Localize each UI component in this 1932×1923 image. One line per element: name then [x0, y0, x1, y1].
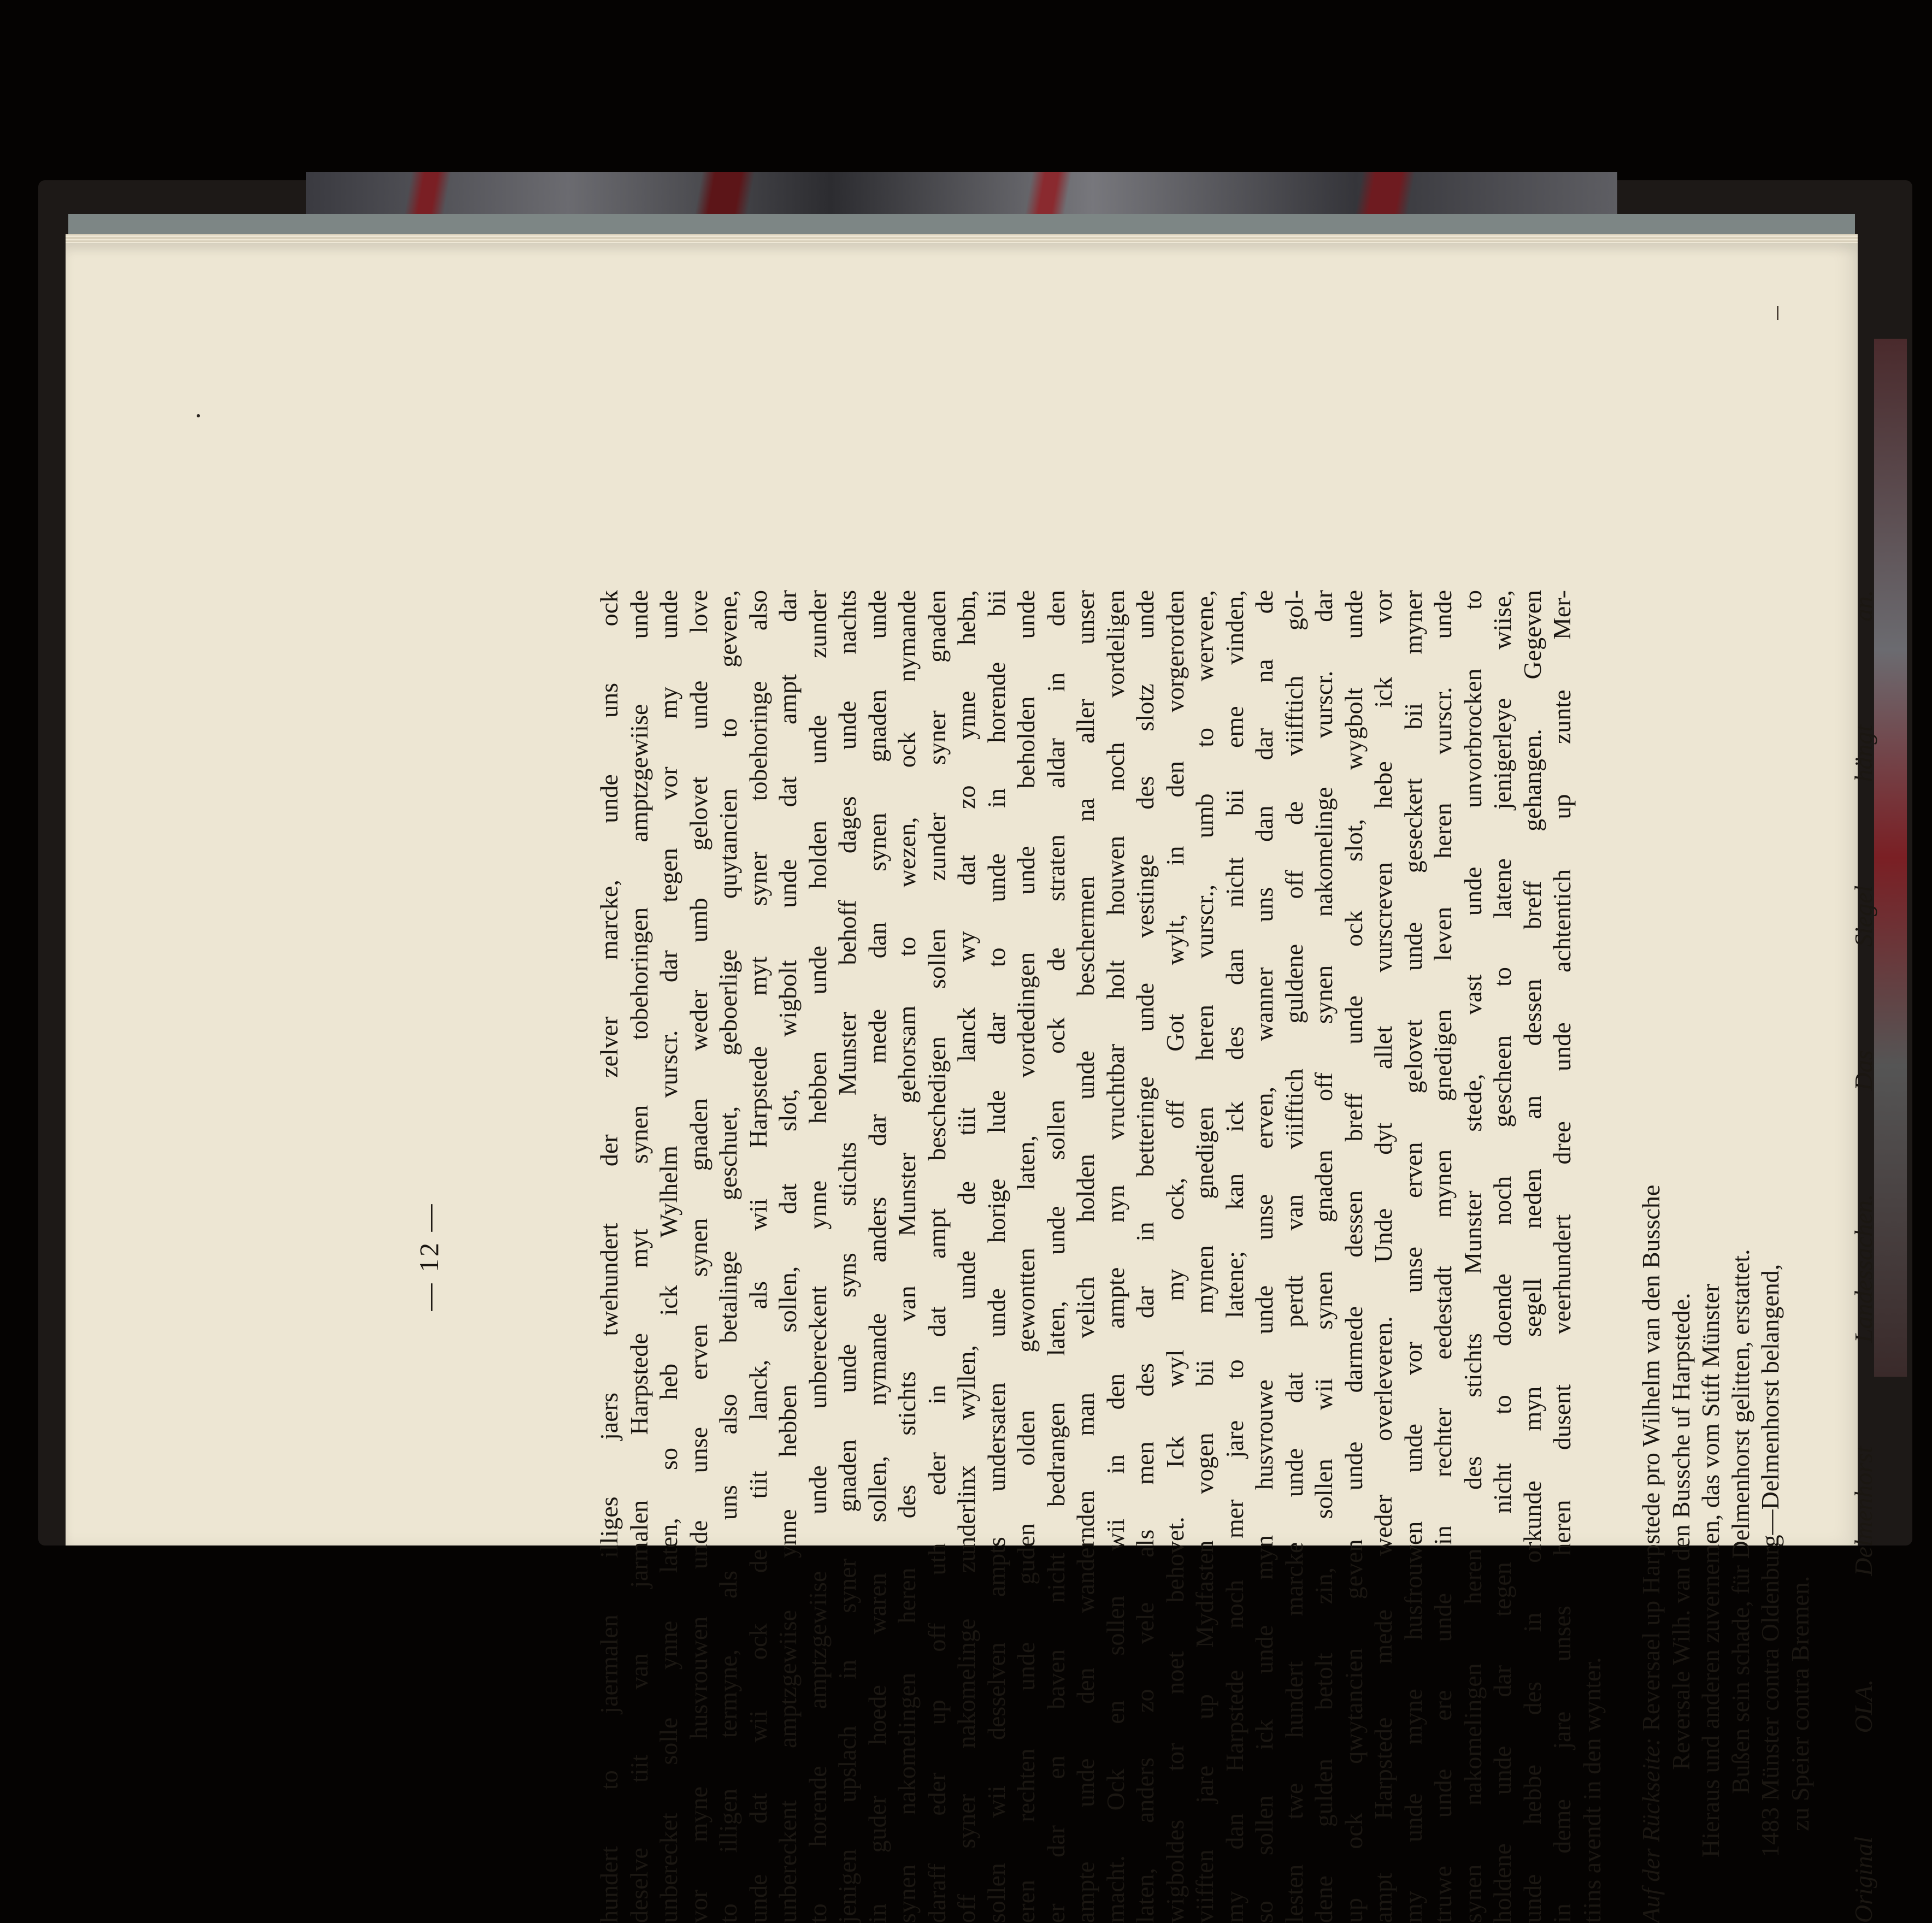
- body-line: truwe unde ere unde in rechter eedestadt mynen gnedigen leven heren vurscr. unde: [1429, 590, 1457, 1923]
- reverse-side-notes: [1636, 590, 1815, 1923]
- paper-speck: [197, 414, 200, 417]
- body-line: up ock qwytancien geven unde darmede dessen breff unde ock slot, wygbolt unde: [1339, 590, 1368, 1923]
- paper-mark: [1777, 306, 1778, 320]
- body-line: tiins avendt in den wynter.: [1577, 1657, 1606, 1923]
- body-line: synen nakomelingen heren des stichts Munster stede, vast unde unvorbrocken to: [1458, 590, 1487, 1923]
- back-line: Reversale Wilh. van den Bussche uf Harpstede.: [1666, 1293, 1695, 1770]
- body-line: unde dat wii ock de tiit lanck, als wii Harpstede myt syner tobehoringe also: [744, 590, 772, 1923]
- back-line: Reversael up Harpstede pro Wilhelm van den Bussche: [1637, 1184, 1665, 1731]
- body-line: macht. Ock en sollen wii in den ampte nyn vruchtbar holt houwen noch vordeligen: [1101, 590, 1129, 1923]
- back-label: Auf der Rückseite:: [1637, 1737, 1665, 1923]
- body-line: er dar en baven nicht bedrangen laten, unde sollen ock de straten aldar in den: [1041, 590, 1070, 1923]
- body-line: ampt Harpstede mede weder overleveren. Unde dyt allet vurscreven hebe ick vor: [1369, 590, 1397, 1923]
- body-line: so sollen ick unde myn husvrouwe unde unse erven, wanner uns dan dar na de: [1250, 590, 1278, 1923]
- body-line: unde hebbe des in orkunde myn segell neden an dessen breff gehangen. Gegeven: [1518, 590, 1546, 1923]
- body-line: hundert to jaermalen illiges jaers twehundert der zelver marcke, unde uns ock: [595, 590, 623, 1923]
- body-line: to horende amptzgewiise unde unbereckent ynne hebben unde holden unde zunder: [803, 590, 832, 1923]
- body-line: holdene unde dar tegen nicht to doende noch gescheen to latene jenigerleye wiise,: [1488, 590, 1516, 1923]
- body-line: ampte unde den wandernden man velich holden unde beschermen na aller unser: [1071, 590, 1099, 1923]
- page-text: [399, 590, 1879, 1923]
- back-line: zu Speier contra Bremen.: [1786, 1576, 1814, 1831]
- body-line: sollen wii desselven ampts undersaten unde horige lude dar to unde in horende bii: [982, 590, 1010, 1923]
- back-line: Hieraus und anderen zuvernemen, das vom Stift Münster: [1697, 1283, 1724, 1857]
- body-line: unberecket solle ynne laten, so heb ick Wylhelm vurscr. dar tegen vor my unde: [655, 590, 682, 1923]
- body-line: viifften jare up Mydfasten vogen bii mynen gnedigen heren vurscr., umb to wervene,: [1191, 590, 1218, 1923]
- body-line: off syner nakomelinge zunderlinx wyllen, unde de tiit lanck wy dat zo ynne hebn,: [952, 590, 980, 1923]
- body-line: vor myne husvrouwen unde unse erven synen gnaden weder umb gelovet unde love: [684, 590, 712, 1923]
- body-line: wigboldes tor noet behovet. Ick wyl my ock, off Got wylt, in den vorgerorden: [1161, 590, 1189, 1923]
- body-line: my unde myne husfrouwen unde vor unse erven gelovet unde geseckert bii myner: [1399, 590, 1427, 1923]
- back-first-line: [1636, 590, 1666, 1923]
- body-line: synen nakomelingen heren des stichts van Munster gehorsam to wezen, ock nymande: [893, 590, 921, 1923]
- body-line: daraff eder up off uth eder in dat ampt beschedigen sollen zunder syner gnaden: [922, 590, 951, 1923]
- body-line: laten, anders zo vele als men des dar in betteringe unde vestinge des slotz unde: [1131, 590, 1159, 1923]
- charter-body: [594, 590, 1607, 1923]
- back-line: Bußen sein schade, für Delmenhorst gelitten, erstattet.: [1726, 1249, 1754, 1794]
- original-source-note: Original OLA. Delmenhorst Landessachen. Das Siegel hängt an.: [1849, 590, 1877, 1923]
- body-line: jenigen upslach in syner gnaden unde syns stichts Munster behoff dages unde nachts: [833, 590, 861, 1923]
- body-line: lesten twe hundert marcke unde dat perdt van viifftich guldene off de viifftich gol-: [1280, 590, 1308, 1923]
- body-line: my dan Harpstede noch mer jare to latene; kan ick des dan nicht bii eme vinden,: [1220, 590, 1248, 1923]
- body-line: in deme jare unses heren dusent veerhundert dree unde achtentich up zunte Mer-: [1548, 590, 1576, 1923]
- body-line: to illigen termyne, als uns also betalinge geschuet, geboerlige quytancien to gevene,: [714, 590, 742, 1923]
- body-line: in guder hoede waren sollen, nymande anders dar mede dan synen gnaden unde: [863, 590, 891, 1923]
- body-line: eren rechten unde guden olden gewontten laten, vordedingen unde beholden unde: [1012, 590, 1040, 1923]
- body-line: deselve tiit van jarmalen Harpstede myt synen tobehoringen amptzgewiise unde: [625, 590, 653, 1923]
- marbled-endpaper-right: [1874, 339, 1907, 1377]
- body-line: dene gulden betolt zin, sollen wii synen gnaden off synen nakomelinge vurscr. dar: [1310, 590, 1338, 1923]
- back-line: 1483 Münster contra Oldenburg—Delmenhorst belangend,: [1756, 1264, 1784, 1857]
- page-number: — 12 —: [414, 1202, 444, 1311]
- body-line: unbereckent amptzgewiise ynne hebben sollen, dat slot, wigbolt unde dat ampt dar: [774, 590, 802, 1923]
